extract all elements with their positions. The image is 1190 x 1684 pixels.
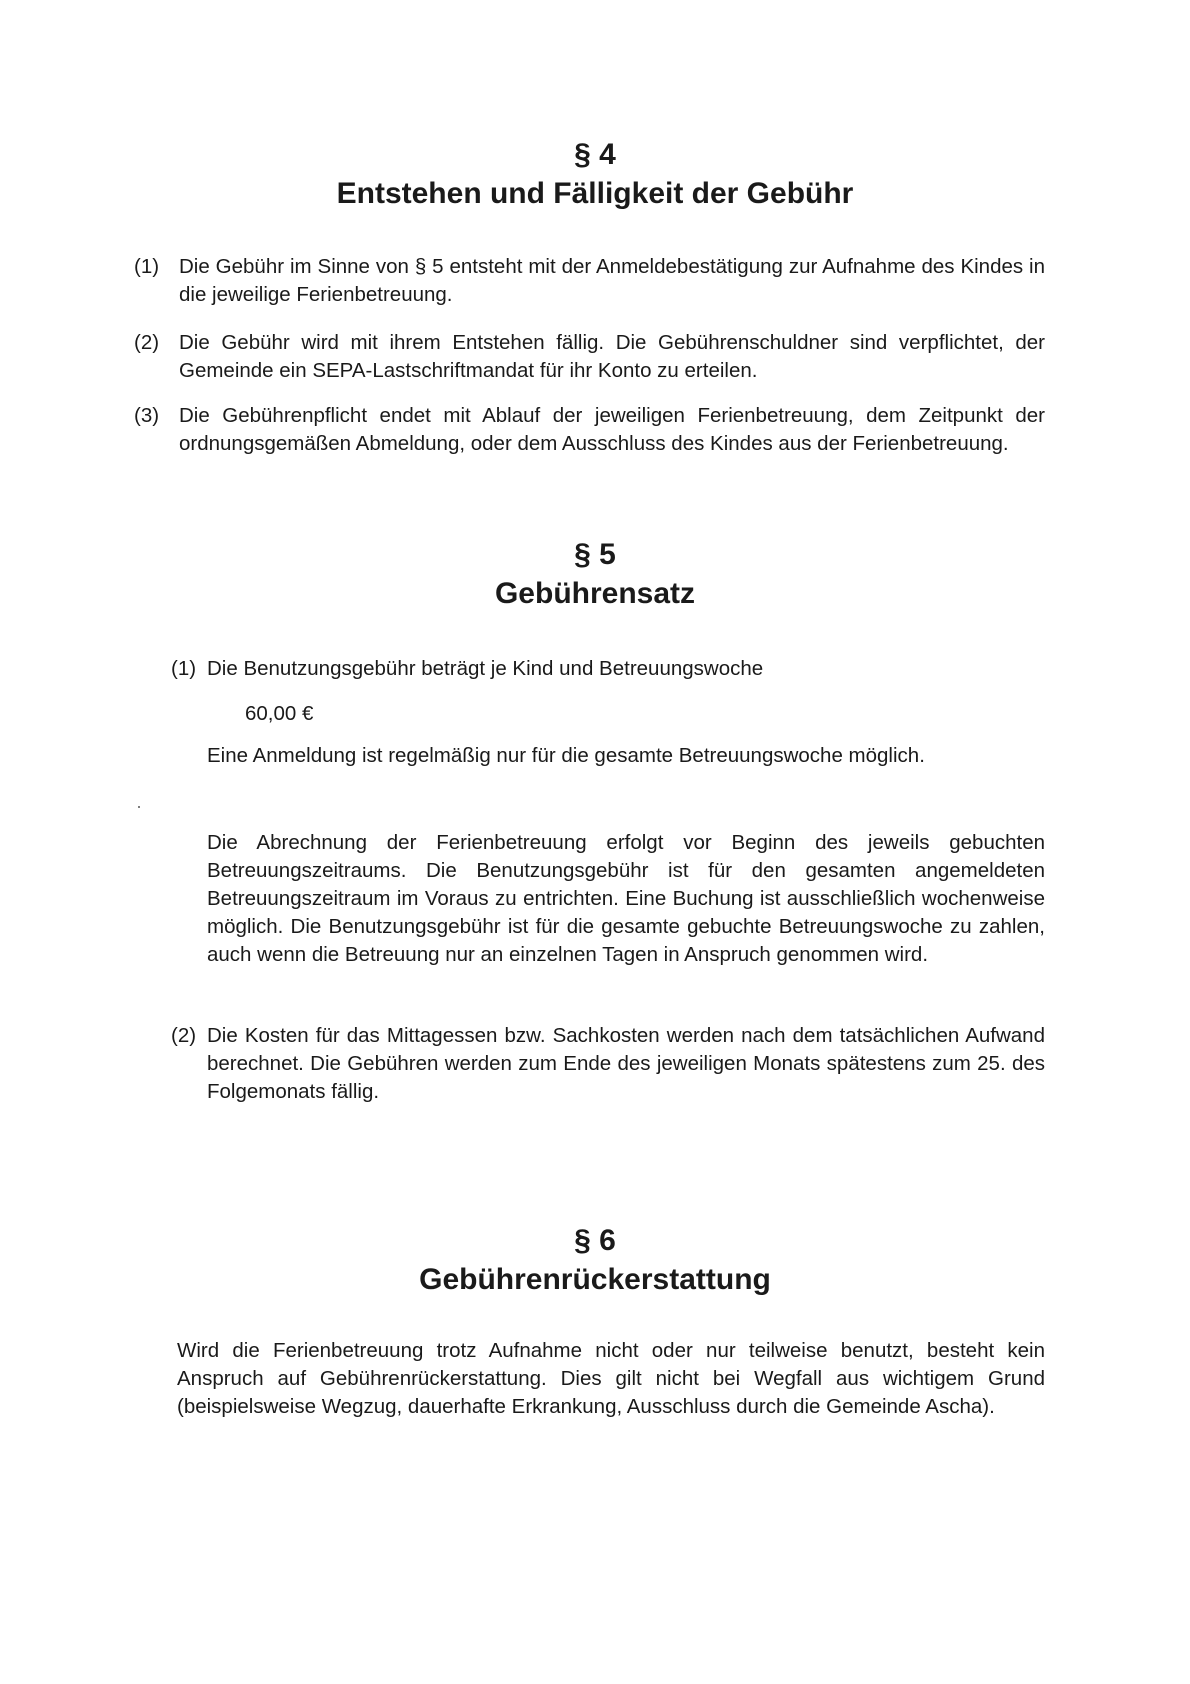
section-6-heading [0,1222,1190,1300]
item-enum: (1) [134,255,160,278]
section-5-item-1: Die Benutzungsgebühr beträgt je Kind und Betreuungswoche [207,657,764,680]
item-enum: (3) [134,404,160,427]
section-4-item-3: Die Gebührenpflicht endet mit Ablauf der jeweiligen Ferienbetreuung, dem Zeitpunkt der ordnungsgemäßen Abmeldung, oder dem Ausschluss des Kindes aus der Ferienbetreuung. [179,404,1045,455]
section-number: § 5 [574,538,616,571]
section-4-item-2: Die Gebühr wird mit ihrem Entstehen fällig. Die Gebührenschuldner sind verpflichtet, der Gemeinde ein SEPA-Lastschriftmandat für ihr Konto zu erteilen. [179,331,1045,382]
registration-note: Eine Anmeldung ist regelmäßig nur für die gesamte Betreuungswoche möglich. [207,744,925,767]
section-title: Gebührensatz [494,577,696,610]
section-4-item-1: Die Gebühr im Sinne von § 5 entsteht mit der Anmeldebestätigung zur Aufnahme des Kindes in die jeweilige Ferienbetreuung. [179,255,1045,306]
item-enum: (1) [171,657,197,680]
scan-speck [138,806,140,808]
section-title: Entstehen und Fälligkeit der Gebühr [336,177,854,210]
billing-paragraph: Die Abrechnung der Ferienbetreuung erfolgt vor Beginn des jeweils gebuchten Betreuungszeitraums. Die Benutzungsgebühr ist für den gesamten angemeldeten Betreuungszeitraum im Voraus zu entrichten. Eine Buchung ist ausschließlich wochenweise möglich. Die Benutzungsgebühr ist für die gesamte gebuchte Betreuungswoche zu zahlen, auch wenn die Betreuung nur an einzelnen Tagen in Anspruch genommen wird. [207,831,1045,966]
section-5-heading [0,536,1190,614]
section-title: Gebührenrückerstattung [419,1263,771,1296]
section-4-heading [0,136,1190,214]
fee-amount: 60,00 € [245,702,314,725]
section-number: § 4 [574,138,616,171]
section-number: § 6 [574,1224,616,1257]
item-enum: (2) [134,331,160,354]
section-5-item-2: Die Kosten für das Mittagessen bzw. Sachkosten werden nach dem tatsächlichen Aufwand berechnet. Die Gebühren werden zum Ende des jeweiligen Monats spätestens zum 25. des Folgemonats fällig. [207,1024,1045,1103]
section-6-paragraph: Wird die Ferienbetreuung trotz Aufnahme nicht oder nur teilweise benutzt, besteht kein Anspruch auf Gebührenrückerstattung. Dies gilt nicht bei Wegfall aus wichtigem Grund (beispielsweise Wegzug, dauerhafte Erkrankung, Ausschluss durch die Gemeinde Ascha). [177,1339,1045,1418]
item-enum: (2) [171,1024,197,1047]
